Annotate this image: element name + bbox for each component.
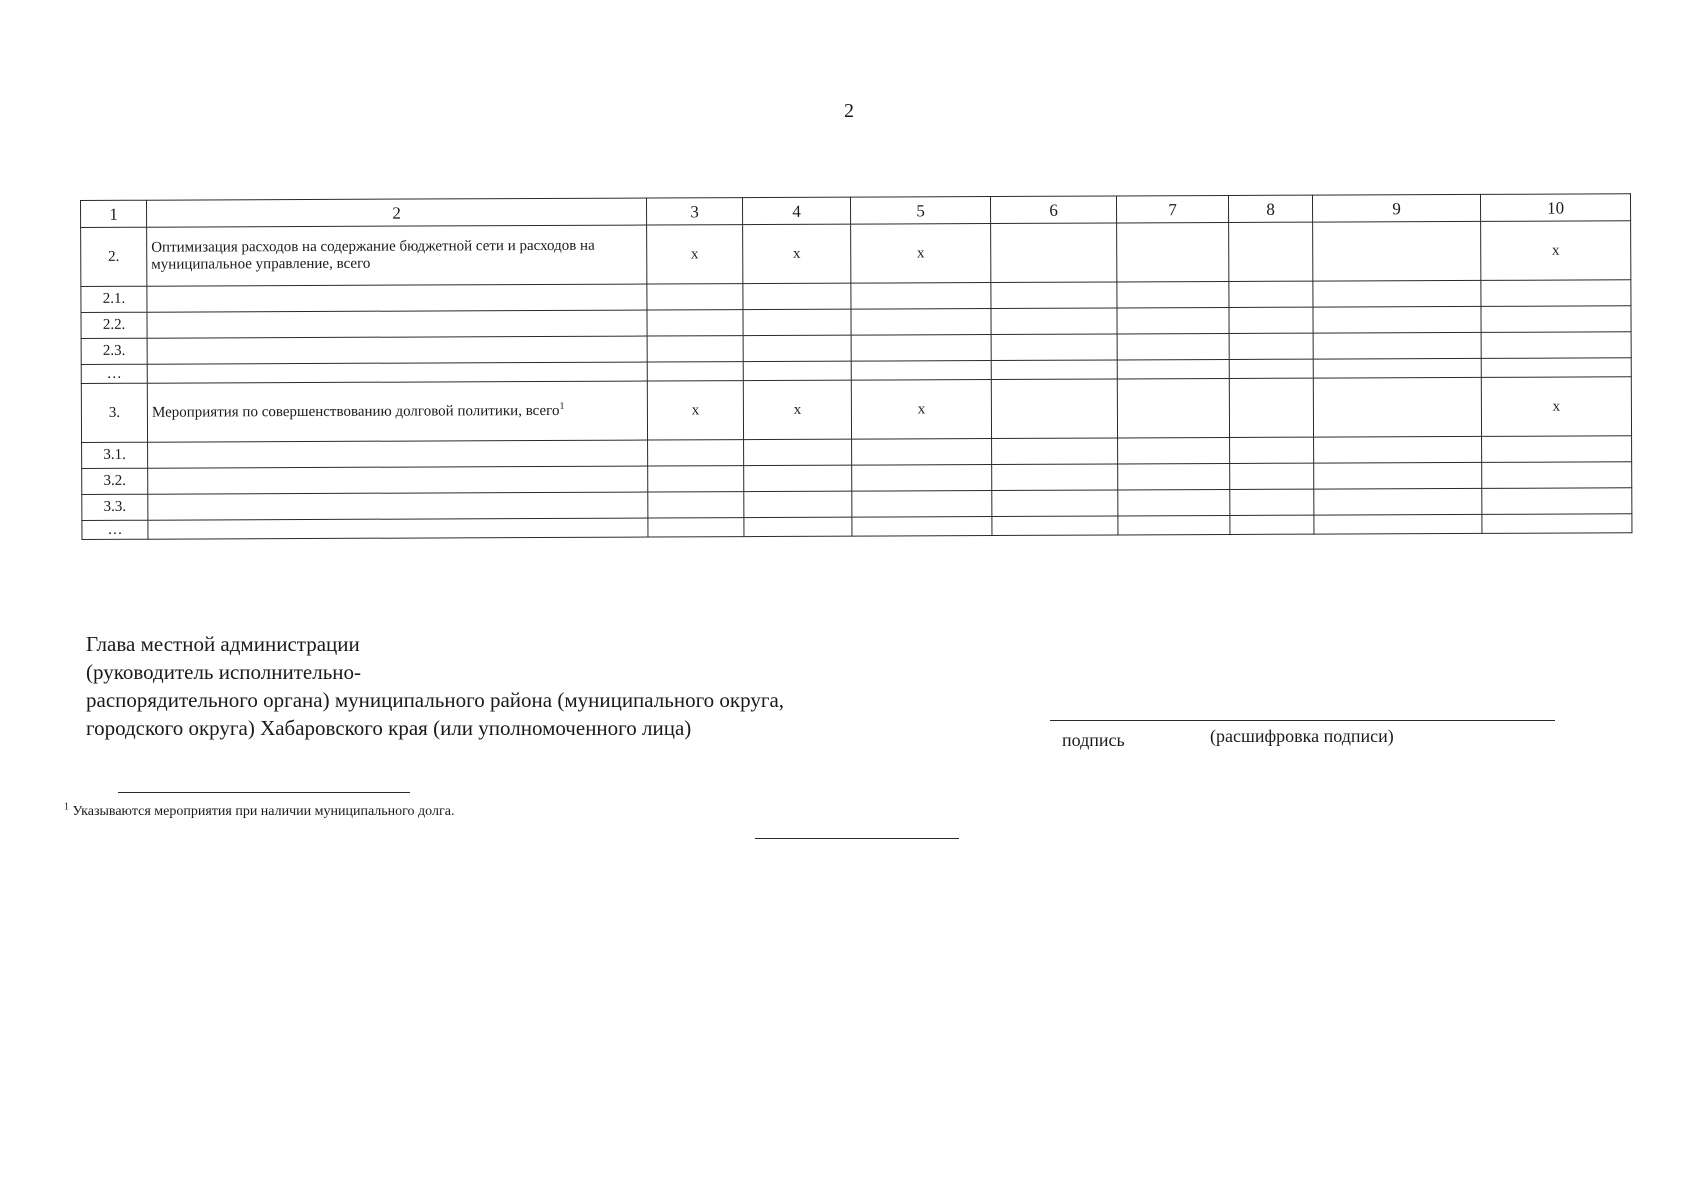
cell-mark: x xyxy=(851,380,991,440)
table-cell xyxy=(1482,436,1632,463)
table-cell xyxy=(744,491,852,517)
row-name xyxy=(147,381,647,442)
table-cell xyxy=(991,334,1117,361)
col-header-5: 5 xyxy=(850,197,990,225)
row-name-text: Мероприятия по совершенствованию долговой политики, всего xyxy=(151,402,560,421)
table-cell xyxy=(992,438,1118,465)
cell-mark: x xyxy=(647,225,743,284)
cell-mark: x xyxy=(1481,377,1631,437)
table-cell xyxy=(1482,462,1632,489)
signature-decode-caption: (расшифровка подписи) xyxy=(1210,726,1394,746)
table-cell xyxy=(1482,514,1632,534)
table-cell xyxy=(743,335,851,361)
table-cell xyxy=(992,516,1118,536)
table-cell xyxy=(1229,359,1313,378)
report-table-container xyxy=(80,193,1631,540)
footnote-marker: 1 xyxy=(64,801,69,813)
table-cell xyxy=(991,360,1117,380)
table-cell xyxy=(1314,514,1482,534)
table-cell xyxy=(1117,307,1229,333)
cell-mark: x xyxy=(1481,221,1631,281)
table-cell xyxy=(1230,489,1314,515)
table-cell xyxy=(743,309,851,335)
table-cell xyxy=(851,283,991,310)
row-name xyxy=(147,336,647,364)
table-cell xyxy=(1229,281,1313,307)
table-cell xyxy=(1313,280,1481,307)
table-cell xyxy=(744,439,852,465)
report-table xyxy=(80,193,1632,540)
row-number: 2.3. xyxy=(81,338,147,364)
signatory-title-line: городского округа) Хабаровского края (или уполномоченного лица) xyxy=(86,716,692,740)
row-name xyxy=(147,310,647,338)
row-number: 2.1. xyxy=(81,286,147,312)
row-number: 2.2. xyxy=(81,312,147,338)
table-cell xyxy=(1118,437,1230,463)
table-cell xyxy=(1481,332,1631,359)
table-cell xyxy=(1117,378,1229,437)
row-number: 3. xyxy=(81,383,147,442)
table-cell xyxy=(1229,333,1313,359)
row-name xyxy=(148,492,648,520)
table-cell xyxy=(1230,437,1314,463)
table-cell xyxy=(743,361,851,380)
table-cell xyxy=(991,282,1117,309)
table-cell xyxy=(851,361,991,381)
signature-line xyxy=(1050,720,1555,721)
table-cell xyxy=(1482,488,1632,515)
table-cell xyxy=(992,464,1118,491)
page-number: 2 xyxy=(844,100,854,122)
table-cell xyxy=(1481,306,1631,333)
table-cell xyxy=(1230,515,1314,534)
table-cell xyxy=(1117,281,1229,307)
table-cell xyxy=(647,362,743,381)
table-cell xyxy=(851,309,991,336)
col-header-1: 1 xyxy=(81,200,147,227)
table-cell xyxy=(1314,436,1482,463)
table-cell xyxy=(1314,462,1482,489)
table-cell xyxy=(1118,489,1230,515)
table-cell xyxy=(1313,358,1481,378)
table-cell xyxy=(1117,222,1229,281)
table-cell xyxy=(648,466,744,492)
table-cell xyxy=(1313,221,1481,281)
table-cell xyxy=(852,439,992,466)
cell-mark: x xyxy=(743,380,851,439)
table-cell xyxy=(1313,306,1481,333)
table-cell xyxy=(1481,358,1631,378)
table-row xyxy=(81,377,1631,443)
table-cell xyxy=(1229,378,1313,437)
footnote-ref: 1 xyxy=(559,400,565,412)
row-name xyxy=(147,284,647,312)
table-cell xyxy=(1313,332,1481,359)
table-row xyxy=(81,221,1631,287)
col-header-8: 8 xyxy=(1228,195,1312,222)
row-number: 3.2. xyxy=(82,468,148,494)
row-number: … xyxy=(82,520,148,539)
col-header-9: 9 xyxy=(1312,194,1480,222)
table-cell xyxy=(852,491,992,518)
table-cell xyxy=(852,517,992,537)
cell-mark: x xyxy=(851,224,991,284)
col-header-10: 10 xyxy=(1480,194,1630,222)
table-cell xyxy=(1117,333,1229,359)
table-cell xyxy=(647,336,743,362)
signatory-title-line: Глава местной администрации xyxy=(86,632,360,656)
col-header-7: 7 xyxy=(1116,195,1228,222)
signatory-title-line: (руководитель исполнительно- xyxy=(86,660,362,684)
row-name: Оптимизация расходов на содержание бюджетной сети и расходов на муниципальное управление, всего xyxy=(147,225,647,286)
row-number: 2. xyxy=(81,227,147,286)
row-number: … xyxy=(81,364,147,383)
table-cell xyxy=(851,335,991,362)
table-cell xyxy=(992,490,1118,517)
divider-line xyxy=(755,838,959,839)
row-name xyxy=(147,362,647,383)
table-cell xyxy=(1314,488,1482,515)
signatory-title-line: распорядительного органа) муниципального района (муниципального округа, xyxy=(86,688,785,712)
table-cell xyxy=(648,518,744,537)
row-name xyxy=(148,466,648,494)
table-cell xyxy=(1313,377,1481,437)
table-cell xyxy=(1481,280,1631,307)
col-header-6: 6 xyxy=(990,196,1116,224)
table-cell xyxy=(852,465,992,492)
table-cell xyxy=(1117,359,1229,378)
footnote xyxy=(64,801,455,820)
col-header-3: 3 xyxy=(646,198,742,225)
table-cell xyxy=(991,379,1117,439)
table-cell xyxy=(1118,463,1230,489)
col-header-4: 4 xyxy=(742,197,850,224)
table-cell xyxy=(648,440,744,466)
table-cell xyxy=(647,284,743,310)
footnote-text: Указываются мероприятия при наличии муниципального долга. xyxy=(72,804,455,819)
cell-mark: x xyxy=(743,224,851,283)
row-number: 3.3. xyxy=(82,494,148,520)
row-name xyxy=(148,518,648,539)
table-cell xyxy=(991,223,1117,283)
table-cell xyxy=(648,492,744,518)
table-cell xyxy=(1229,222,1313,281)
row-number: 3.1. xyxy=(82,442,148,468)
table-cell xyxy=(744,517,852,536)
table-cell xyxy=(1118,515,1230,534)
table-cell xyxy=(1229,307,1313,333)
row-name xyxy=(148,440,648,468)
col-header-2: 2 xyxy=(147,198,647,227)
table-cell xyxy=(743,283,851,309)
table-cell xyxy=(744,465,852,491)
signature-caption: подпись xyxy=(1062,730,1125,750)
footnote-separator xyxy=(118,792,410,793)
table-cell xyxy=(991,308,1117,335)
table-cell xyxy=(1230,463,1314,489)
signatory-block xyxy=(86,630,1006,742)
table-cell xyxy=(647,310,743,336)
cell-mark: x xyxy=(647,381,743,440)
